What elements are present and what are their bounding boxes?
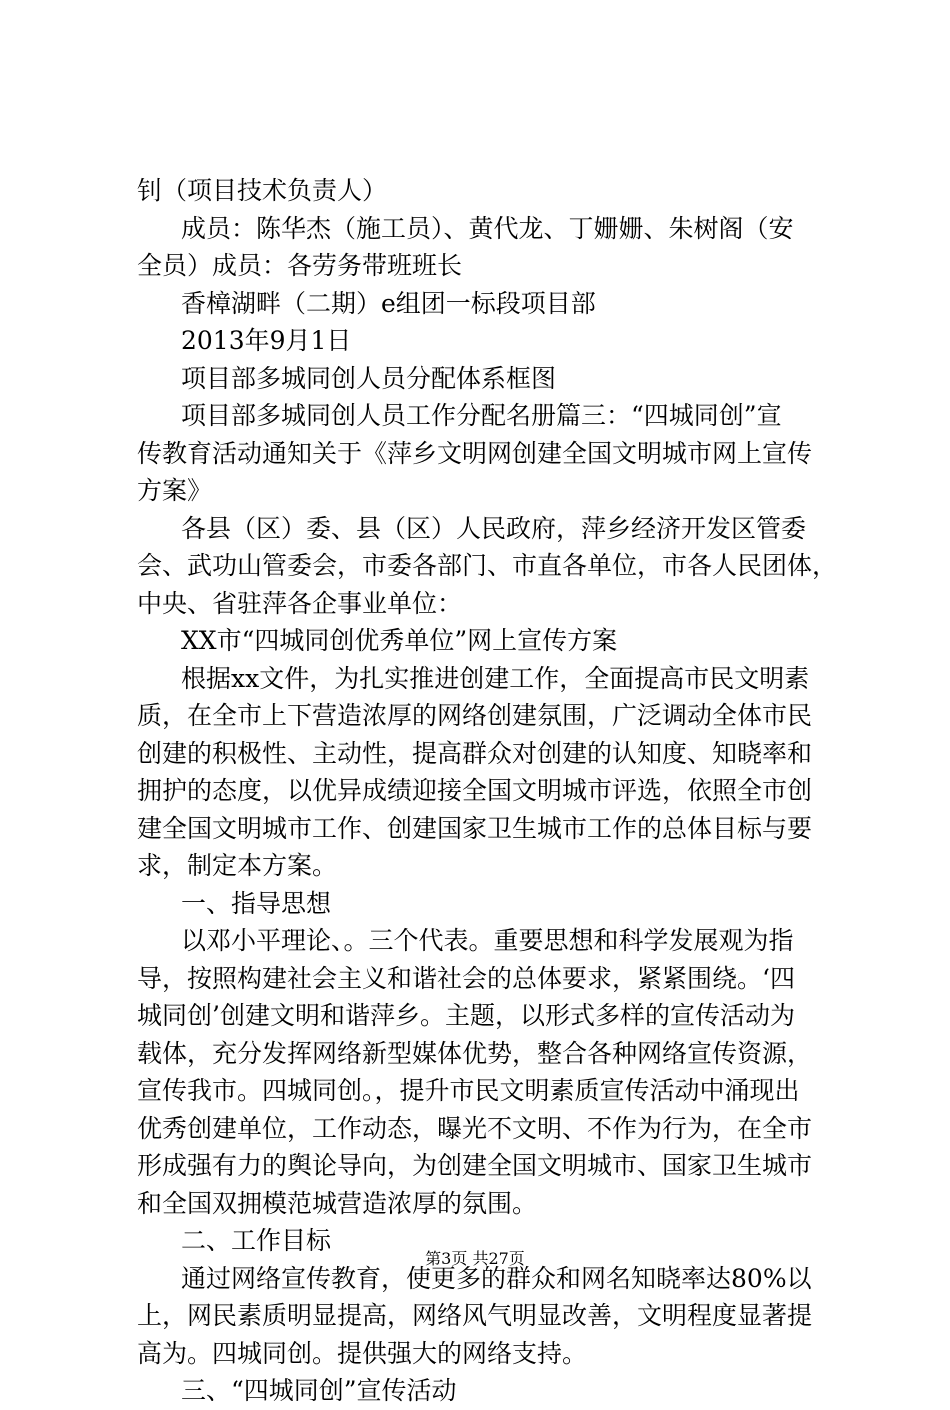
text-line: 钊（项目技术负责人） [137,176,388,205]
text-line: 高为。四城同创。提供强大的网络支持。 [137,1338,588,1368]
text-line: 质，在全市上下营造浓厚的网络创建氛围，广泛调动全体市民 [137,701,813,730]
text-line: 二、工作目标 [181,1226,332,1255]
text-line: 优秀创建单位，工作动态，曝光不文明、不作为行为，在全市 [137,1113,813,1143]
text-line: 2013年9月1日 [181,326,352,355]
text-line: 项目部多城同创人员工作分配名册篇三：“四城同创”宣 [181,401,782,430]
text-line: 各县（区）委、县（区）人民政府，萍乡经济开发区管委 [181,513,807,543]
text-line: 传教育活动通知关于《萍乡文明网创建全国文明城市网上宣传 [137,438,813,468]
text-line: 成员：陈华杰（施工员）、黄代龙、丁姗姗、朱树阁（安 [181,213,794,243]
text-line: 导，按照构建社会主义和谐社会的总体要求，紧紧围绕。‘四 [137,963,795,993]
document-body [137,172,837,1410]
text-line: 根据xx文件，为扎实推进创建工作，全面提高市民文明素 [181,663,810,693]
text-line: 会、武功山管委会，市委各部门、市直各单位，市各人民团体， [137,551,838,580]
text-line: 创建的积极性、主动性，提高群众对创建的认知度、知晓率和 [137,738,813,768]
text-line: 三、“四城同创”宣传活动 [181,1376,457,1405]
text-line: 项目部多城同创人员分配体系框图 [181,363,557,393]
text-line: 香樟湖畔（二期）e组团一标段项目部 [181,288,596,318]
text-line: 以邓小平理论、。三个代表。重要思想和科学发展观为指 [181,926,794,955]
text-line: XX市“四城同创优秀单位”网上宣传方案 [181,626,618,655]
text-line: 上，网民素质明显提高，网络风气明显改善，文明程度显著提 [137,1301,813,1330]
text-line: 载体，充分发挥网络新型媒体优势，整合各种网络宣传资源， [137,1038,813,1068]
text-line: 宣传我市。四城同创。，提升市民文明素质宣传活动中涌现出 [137,1076,800,1105]
text-line: 全员）成员：各劳务带班班长 [137,251,463,280]
text-line: 通过网络宣传教育，使更多的群众和网名知晓率达80%以 [181,1263,812,1293]
text-line: 形成强有力的舆论导向，为创建全国文明城市、国家卫生城市 [137,1151,813,1180]
text-line: 拥护的态度，以优异成绩迎接全国文明城市评选，依照全市创 [137,776,813,805]
text-line: 和全国双拥模范城营造浓厚的氛围。 [137,1188,538,1218]
text-line: 建全国文明城市工作、创建国家卫生城市工作的总体目标与要 [137,813,813,843]
text-line: 方案》 [137,476,213,505]
text-line: 求，制定本方案。 [137,851,338,880]
text-line: 一、指导思想 [181,888,332,918]
text-line: 中央、省驻萍各企事业单位： [137,588,463,618]
text-line: 城同创’创建文明和谐萍乡。主题，以形式多样的宣传活动为 [137,1001,795,1030]
page-footer: 第3页 共27页 [425,1249,525,1268]
